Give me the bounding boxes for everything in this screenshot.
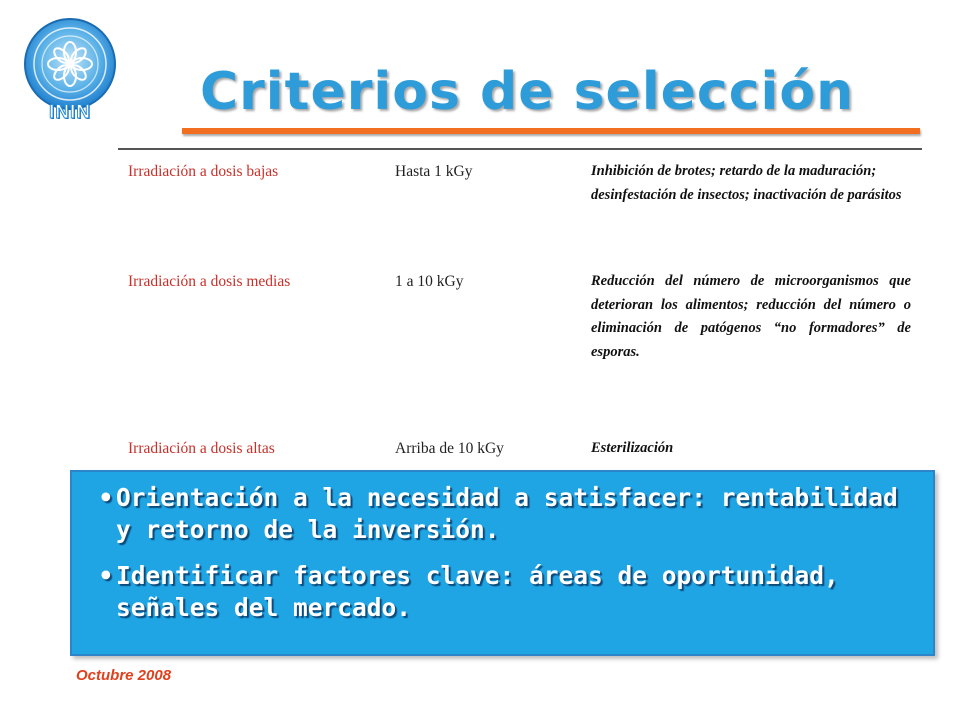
bullet-icon: • — [98, 483, 114, 512]
key-points-box — [70, 470, 935, 656]
table-top-rule — [118, 148, 922, 150]
bullet-text: Identificar factores clave: áreas de oportunidad, señales del mercado. — [116, 561, 839, 622]
table-cell-application: Inhibición de brotes; retardo de la maduración; desinfestación de insectos; inactivación de parásitos — [591, 163, 902, 203]
table-cell-dose: 1 a 10 kGy — [395, 273, 464, 290]
bullet-item — [72, 482, 903, 546]
table-cell-application: Esterilización — [591, 440, 674, 456]
page-title: Criterios de selección — [200, 62, 855, 122]
bullet-text: Orientación a la necesidad a satisfacer: rentabilidad y retorno de la inversión. — [116, 483, 898, 544]
title-underline-bar — [182, 128, 920, 134]
table-cell-level: Irradiación a dosis bajas — [128, 163, 279, 180]
logo-text: ININ — [49, 102, 91, 123]
inin-emblem-icon — [22, 16, 118, 112]
table-cell-application: Reducción del número de microorganismos que deterioran los alimentos; reducción del número o eliminación de patógenos “no formadores” de esporas. — [591, 273, 911, 360]
footer-date: Octubre 2008 — [76, 667, 172, 684]
table-cell-level: Irradiación a dosis medias — [128, 273, 291, 290]
bullet-item — [72, 560, 903, 624]
table-cell-dose: Arriba de 10 kGy — [395, 440, 504, 457]
bullet-icon: • — [98, 561, 114, 590]
table-cell-level: Irradiación a dosis altas — [128, 440, 275, 457]
inin-logo — [22, 16, 118, 128]
table-cell-dose: Hasta 1 kGy — [395, 163, 473, 180]
